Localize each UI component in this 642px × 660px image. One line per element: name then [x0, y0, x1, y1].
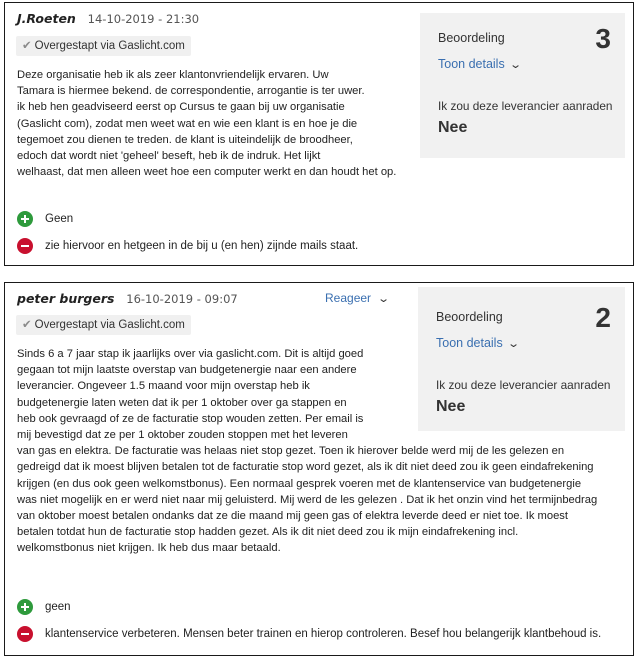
review-card	[4, 2, 634, 266]
review-line: ik heb hen geadviseerd eerst op Cursus te gaan bij uw organisatie	[17, 101, 345, 114]
minus-icon	[17, 238, 33, 254]
show-details-link[interactable]	[436, 336, 518, 350]
chevron-down-icon: ⌄	[508, 59, 522, 71]
review-line: tegemoet zou dienen te treden. de klant is uiteindelijk de broodheer,	[17, 133, 353, 146]
chevron-down-icon: ⌄	[377, 293, 391, 305]
review-line: heb ook gevraagd of ze de facturatie stop wouden zetten. Per email is	[17, 412, 364, 425]
rating-label: Beoordeling	[438, 31, 505, 45]
show-details-label: Toon details	[436, 336, 503, 350]
switched-label: Overgestapt via Gaslicht.com	[34, 319, 185, 331]
con-row	[17, 626, 601, 642]
review-line: budgetenergie laten weten dat ik per 1 oktober over ga stappen en	[17, 396, 347, 409]
review-author: peter burgers	[17, 291, 115, 306]
pro-row	[17, 599, 71, 615]
review-line: edoch dat wordt niet 'geheel' beseft, heb ik de indruk. Het lijkt	[17, 150, 321, 163]
review-header	[17, 11, 199, 26]
reply-label: Reageer	[325, 291, 372, 305]
review-date: 16-10-2019 - 09:07	[126, 292, 238, 306]
review-header	[17, 291, 238, 306]
show-details-link[interactable]	[438, 57, 520, 71]
review-author: J.Roeten	[17, 11, 76, 26]
review-body	[17, 67, 396, 180]
review-line: van oktober moest betalen ondanks dat ze die maand mij geen gas of elektra leverde deed er niet toe. Ik moest	[17, 510, 569, 523]
switched-badge	[16, 36, 191, 56]
pro-row	[17, 211, 73, 227]
review-line: Sinds 6 a 7 jaar stap ik jaarlijks over via gaslicht.com. Dit is altijd goed	[17, 348, 364, 360]
rating-score: 2	[595, 302, 611, 333]
show-details-label: Toon details	[438, 57, 505, 71]
rating-panel	[420, 13, 625, 158]
con-text: klantenservice verbeteren. Mensen beter trainen en hierop controleren. Besef hou belangerijk klantbehoud is.	[45, 628, 602, 640]
plus-icon	[17, 211, 33, 227]
reply-button[interactable]	[325, 291, 391, 305]
rating-label: Beoordeling	[436, 310, 503, 324]
con-text: zie hiervoor en hetgeen in de bij u (en hen) zijnde mails staat.	[45, 240, 359, 252]
review-line: gegaan tot mijn laatste overstap van budgetenergie naar een andere	[17, 364, 357, 377]
minus-icon	[17, 626, 33, 642]
checkmark-icon: ✔	[22, 319, 32, 331]
review-line: van gas en elektra. De facturatie was helaas niet stop gezet. Toen ik hierover belde werd mij de les gelezen en	[17, 445, 565, 458]
recommend-label: Ik zou deze leverancier aanraden	[438, 99, 613, 113]
switched-badge	[16, 315, 191, 335]
rating-score: 3	[595, 23, 611, 54]
recommend-value: Nee	[438, 119, 468, 136]
review-card	[4, 282, 634, 656]
checkmark-icon: ✔	[22, 40, 32, 52]
review-date: 14-10-2019 - 21:30	[87, 12, 200, 26]
recommend-label: Ik zou deze leverancier aanraden	[436, 378, 611, 392]
switched-label: Overgestapt via Gaslicht.com	[34, 40, 185, 52]
review-line: welhaast, dat men alleen weet hoe een computer werkt en dan houdt het op.	[17, 166, 397, 179]
recommend-value: Nee	[436, 398, 466, 415]
review-line: was niet mogelijk en er werd niet naar mij geluisterd. Mij werd de les gelezen . Dat ik het onzin vind het termijnbedrag	[17, 493, 598, 506]
review-line: krijgen (en dus ook geen welkomstbonus). Een normaal gesprek voeren met de klantenservice van budgetenergie	[17, 477, 582, 490]
review-line: leverancier. Ongeveer 1.5 maand voor mijn overstap heb ik	[17, 380, 310, 393]
review-line: Tamara is hiermee bekend. de correspondentie, arrogantie is ter uwer.	[17, 85, 365, 98]
review-line: (Gaslicht com), zodat men weet wat en wie een klant is en hoe je die	[17, 117, 358, 130]
pro-text: geen	[45, 601, 71, 613]
pro-text: Geen	[45, 213, 74, 225]
review-line: betalen totdat hun de facturatie stop hadden gezet. Als ik dit niet deed zou ik mijn eindafrekening incl.	[17, 526, 519, 539]
con-row	[17, 238, 358, 254]
plus-icon	[17, 599, 33, 615]
review-line: mij bevestigd dat ze per 1 oktober zouden stoppen met het leveren	[17, 429, 348, 442]
review-line: Deze organisatie heb ik als zeer klantonvriendelijk ervaren. Uw	[17, 69, 329, 81]
chevron-down-icon: ⌄	[506, 338, 520, 350]
review-line: welkomstbonus niet krijgen. Ik heb dus maar betaald.	[17, 542, 281, 555]
review-line: gedreigd dat ik moest blijven betalen tot de facturatie stop word gezet, als ik dit niet deed zou ik geen eindafrekening	[17, 461, 594, 474]
rating-panel	[418, 287, 625, 431]
